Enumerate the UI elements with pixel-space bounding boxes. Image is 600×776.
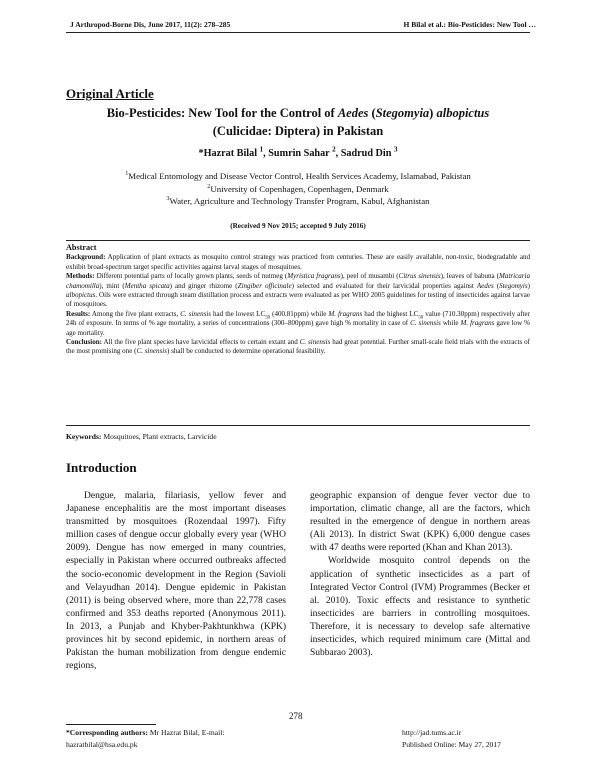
text-run: ), leaves of babuna ( — [440, 272, 500, 281]
running-header-left: J Arthropod-Borne Dis, June 2017, 11(2): 278–285 — [70, 20, 231, 29]
text-run: ) and ginger rhizome ( — [169, 281, 238, 290]
keywords-text: Mosquitoes, Plant extracts, Larvicide — [101, 432, 217, 441]
title-species: albopictus — [436, 106, 490, 120]
section-label: Background: — [66, 253, 106, 262]
subscript: 50 — [265, 315, 271, 321]
text-run: Among the five plant extracts, — [90, 309, 181, 318]
text-run: ) selected and evaluated for their larvicidal properties against — [291, 281, 477, 290]
intro-column-right — [310, 490, 530, 660]
received-dates: (Received 9 Nov 2015; accepted 9 July 2016) — [230, 222, 366, 230]
abstract-background — [66, 253, 530, 272]
paragraph: Worldwide mosquito control depends on the application of synthetic insecticides as a part of Integrated Vector Control (IVM) Programmes (Becker et al. 2010). Toxic effects and resistance to synthetic insecticides are barriers in controlling mosquitoes. Therefore, it is necessary to develop safe alternative insecticides, which required minimum care (Mittal and Subbarao 2003). — [310, 556, 530, 659]
text-run: ( — [493, 281, 500, 290]
title-line2: (Culicidae: Diptera) in Pakistan — [212, 124, 384, 138]
subscript: 50 — [418, 315, 424, 321]
article-type: Original Article — [66, 86, 154, 101]
journal-footer — [402, 727, 501, 751]
affiliation-mark: 3 — [166, 196, 170, 203]
intro-column-left — [66, 490, 286, 673]
affiliation — [66, 183, 530, 196]
footnote-rule — [66, 724, 156, 725]
corresponding-author — [66, 727, 224, 751]
corr-text: Mr Hazrat Bilal, E-mail: — [147, 728, 225, 737]
species-name: Stegomyis — [499, 281, 528, 290]
species-name: M. fragrans — [460, 319, 495, 328]
author-name: , Sumrin Sahar — [263, 148, 333, 159]
abstract-heading: Abstract — [66, 243, 97, 252]
affiliations — [66, 170, 530, 208]
author-list — [66, 145, 530, 159]
species-name: albopictus — [66, 291, 96, 300]
header-rule — [66, 32, 530, 33]
published-date: Published Online: May 27, 2017 — [402, 740, 501, 749]
affiliation — [66, 170, 530, 183]
species-name: Mentha spicata — [124, 281, 170, 290]
species-name: Zingiber officinale — [237, 281, 292, 290]
text-run: . Oils were extracted through steam distillation process and extracts were evaluated as per WHO 2005 guidelines for testing of insecticides against larvae of mosquitoes. — [66, 291, 530, 309]
text-run: had the highest LC — [362, 309, 419, 318]
text-run: Different potential parts of locally grown plants, seeds of nutmeg ( — [94, 272, 288, 281]
author-name: , Sadrud Din — [335, 148, 394, 159]
abstract-methods — [66, 272, 530, 310]
text-run: ), peel of musambi ( — [340, 272, 399, 281]
author-name: *Hazrat Bilal — [198, 148, 260, 159]
article-title — [66, 104, 530, 140]
affiliation-text: University of Copenhagen, Copenhagen, Denmark — [210, 183, 389, 194]
species-name: Aedes — [476, 281, 494, 290]
title-part: Bio-Pesticides: New Tool for the Control of — [106, 106, 338, 120]
text-run: (400.81ppm) while — [270, 309, 329, 318]
paragraph: geographic expansion of dengue fever vector due to importation, climatic change, all are the factors, which resulted in the emergence of dengue in northern areas (Ali 2013). In district Swat (KPK) 6,000 dengue cases with 47 deaths were reported (Khan and Khan 2013). — [310, 491, 530, 554]
title-subgenus: Stegomyia — [375, 106, 430, 120]
section-label: Conclusion: — [66, 338, 103, 347]
running-header-right: H Bilal et al.: Bio-Pesticides: New Tool … — [403, 20, 536, 29]
corr-email[interactable]: hazratbilal@hsa.edu.pk — [66, 740, 138, 749]
affiliation — [66, 195, 530, 208]
text-run: gave low % age mortality. — [66, 319, 530, 337]
affiliation-mark: 1 — [125, 171, 129, 178]
title-genus: Aedes — [337, 106, 369, 120]
species-name: Citrus sinensis — [398, 272, 441, 281]
section-heading-introduction: Introduction — [66, 460, 137, 475]
text-run: ), mint ( — [99, 281, 125, 290]
species-name: C. sinensis — [136, 347, 168, 356]
paragraph: Dengue, malaria, filariasis, yellow fever and Japanese encephalitis are the most important diseases transmitted by mosquitoes (Rozendaal 1997). Fifty million cases of dengue occur globally every year (WHO 2009). Dengue has now emerged in many countries, especially in Pakistan where occurred outbreaks affected the socio-economic development in the Region (Savioli and Velayudhan 2014). Dengue epidemic in Pakistan (2011) is being observed where, more than 22,778 cases confirmed and 353 deaths reported (Anonymous 2011). In 2013, a Punjab and Khyber-Pakhtunkhwa (KPK) provinces hit by second epidemic, in northern areas of Pakistan the human mobilization from dengue endemic regions, — [66, 491, 286, 672]
abstract-conclusion — [66, 338, 530, 357]
section-text: Application of plant extracts as mosquito control strategy was practiced from centuries. These are easily available, non-toxic, biodegradable and exhibit broad-spectrum target specific activities against larval stages of mosquitoes. — [66, 253, 530, 271]
author-affil-mark: 3 — [393, 145, 398, 154]
journal-url[interactable]: http://jad.tums.ac.ir — [402, 728, 462, 737]
affiliation-text: Medical Entomology and Disease Vector Control, Health Services Academy, Islamabad, Pakistan — [128, 171, 471, 181]
abstract — [66, 243, 530, 357]
text-run: ) — [527, 281, 530, 290]
species-name: C. sinensis — [180, 309, 212, 318]
section-label: Methods: — [66, 272, 95, 281]
text-run: value (710.30ppm) respectively after 24h of exposure. In terms of % age mortality, a series of concentrations (300–800ppm) gave high % mortality in case of — [66, 309, 531, 328]
text-run: All the five plant species have larvicidal effects to certain extant and — [102, 338, 300, 347]
abstract-top-rule — [66, 240, 530, 241]
affiliation-mark: 2 — [207, 183, 211, 190]
title-part: ) — [429, 106, 437, 120]
species-name: M. fragrans — [328, 309, 363, 318]
species-name: C. sinensis — [410, 319, 441, 328]
species-name: C. sinensis — [299, 338, 331, 347]
keywords-label: Keywords: — [66, 432, 102, 441]
author-affil-mark: 1 — [259, 145, 264, 154]
section-label: Results: — [66, 309, 91, 318]
keywords — [66, 432, 217, 441]
affiliation-text: Water, Agriculture and Technology Transfer Program, Kabul, Afghanistan — [169, 196, 430, 206]
corr-label: *Corresponding authors: — [66, 728, 148, 737]
abstract-results — [66, 310, 530, 338]
text-run: had the lowest LC — [211, 309, 266, 318]
species-name: Myristica fragrans — [287, 272, 341, 281]
text-run: ) shall be conducted to determine operational feasibility. — [167, 347, 326, 356]
author-affil-mark: 2 — [332, 145, 336, 154]
species-name: Matricaria chamomilla — [66, 272, 530, 290]
abstract-bottom-rule — [66, 425, 530, 426]
page-number: 278 — [289, 711, 303, 721]
title-part: ( — [368, 106, 376, 120]
text-run: while — [440, 319, 461, 328]
text-run: had great potential. Further small-scale field trials with the extracts of the most promising one ( — [66, 338, 530, 356]
